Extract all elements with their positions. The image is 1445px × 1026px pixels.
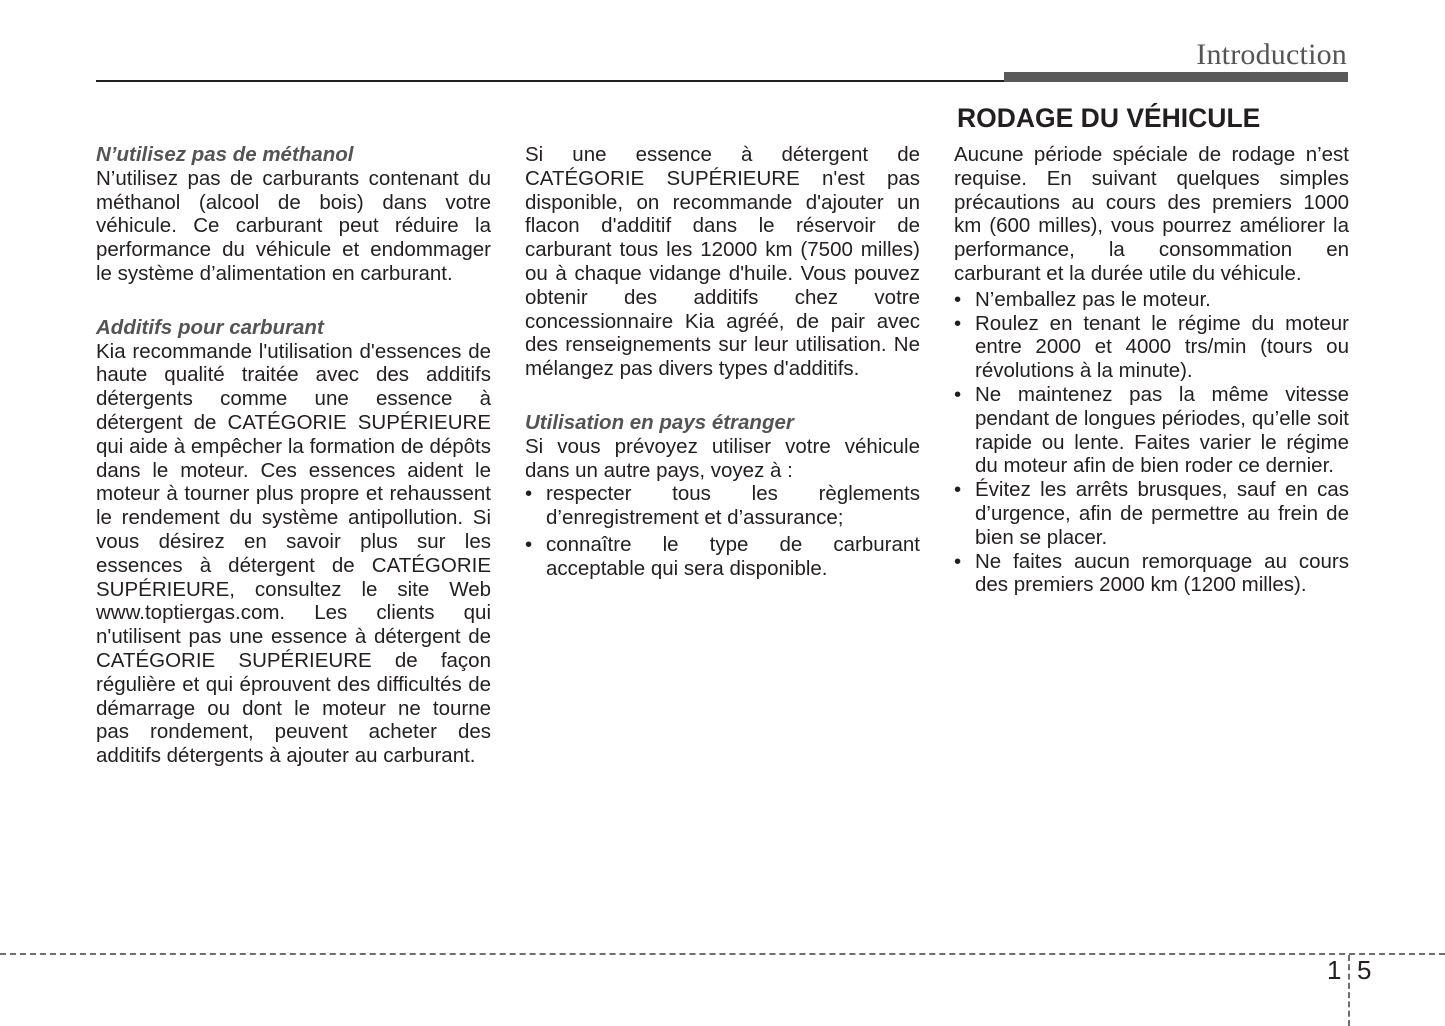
bullet-icon: • — [954, 311, 962, 335]
chapter-number: 1 — [1327, 955, 1342, 985]
column-left — [96, 143, 491, 768]
list-item: • N’emballez pas le moteur. — [954, 287, 1211, 311]
break-in-intro: Aucune période spéciale de rodage n’est requise. En suivant quelques simples précautions au cours des premiers 1000 km (600 milles), vous pourrez améliorer la performance, la consommation en carburant et la durée utile du véhicule. — [954, 143, 1349, 285]
footer-divider — [0, 953, 1445, 955]
additives-heading: Additifs pour carburant — [96, 315, 324, 339]
foreign-use-list — [525, 482, 920, 580]
bullet-icon: • — [954, 287, 962, 311]
header-rule — [96, 80, 1004, 82]
bullet-icon: • — [525, 532, 533, 556]
column-right — [954, 143, 1349, 597]
list-item: • respecter tous les règlements d’enregistrement et d’assurance; — [525, 482, 920, 530]
list-item: • Roulez en tenant le régime du moteur entre 2000 et 4000 trs/min (tours ou révolutions à la minute). — [954, 311, 1349, 383]
page-number-separator — [1348, 955, 1350, 1026]
bullet-icon: • — [525, 482, 533, 506]
page-number: 5 — [1357, 955, 1372, 985]
additives-paragraph: Kia recommande l'utilisation d'essences de haute qualité traitée avec des additifs détergents comme une essence à détergent de CATÉGORIE SUPÉRIEURE qui aide à empêcher la formation de dépôts dans le moteur. Ces essences aident le moteur à tourner plus propre et rehaussent le rendement du système antipollution. Si vous désirez en savoir plus sur les essences à détergent de CATÉGORIE SUPÉRIEURE, consultez le site Web www.toptiergas.com. Les clients qui n'utilisent pas une essence à détergent de CATÉGORIE SUPÉRIEURE de façon régulière et qui éprouvent des difficultés de démarrage ou dont le moteur ne tourne pas rondement, peuvent acheter des additifs détergents à ajouter au carburant. — [96, 339, 491, 768]
column-middle — [525, 143, 920, 584]
header-bar — [1004, 72, 1348, 82]
list-item: • Évitez les arrêts brusques, sauf en cas d’urgence, afin de permettre au frein de bien se placer. — [954, 478, 1349, 549]
bullet-icon: • — [954, 549, 962, 573]
section-title: RODAGE DU VÉHICULE — [957, 103, 1261, 133]
foreign-use-heading: Utilisation en pays étranger — [525, 410, 794, 434]
methanol-paragraph: N’utilisez pas de carburants contenant du méthanol (alcool de bois) dans votre véhicule. Ce carburant peut réduire la performance du véhicule et endommager le système d’alimentation en carburant. — [96, 166, 491, 285]
methanol-heading: N’utilisez pas de méthanol — [96, 143, 354, 166]
break-in-list — [954, 288, 1349, 597]
additives-continued-paragraph: Si une essence à détergent de CATÉGORIE SUPÉRIEURE n'est pas disponible, on recommande d'ajouter un flacon d'additif dans le réservoir de carburant tous les 12000 km (7500 milles) ou à chaque vidange d'huile. Vous pouvez obtenir des additifs chez votre concessionnaire Kia agréé, de pair avec des renseignements sur leur utilisation. Ne mélangez pas divers types d'additifs. — [525, 143, 920, 381]
bullet-icon: • — [954, 382, 962, 406]
bullet-icon: • — [954, 478, 962, 502]
header-title: Introduction — [1196, 38, 1347, 71]
list-item: • Ne faites aucun remorquage au cours des premiers 2000 km (1200 milles). — [954, 549, 1349, 597]
list-item: • Ne maintenez pas la même vitesse pendant de longues périodes, qu’elle soit rapide ou lente. Faites varier le régime du moteur afin de bien roder ce dernier. — [954, 382, 1349, 478]
list-item: • connaître le type de carburant acceptable qui sera disponible. — [525, 532, 920, 580]
foreign-use-intro: Si vous prévoyez utiliser votre véhicule dans un autre pays, voyez à : — [525, 434, 920, 482]
